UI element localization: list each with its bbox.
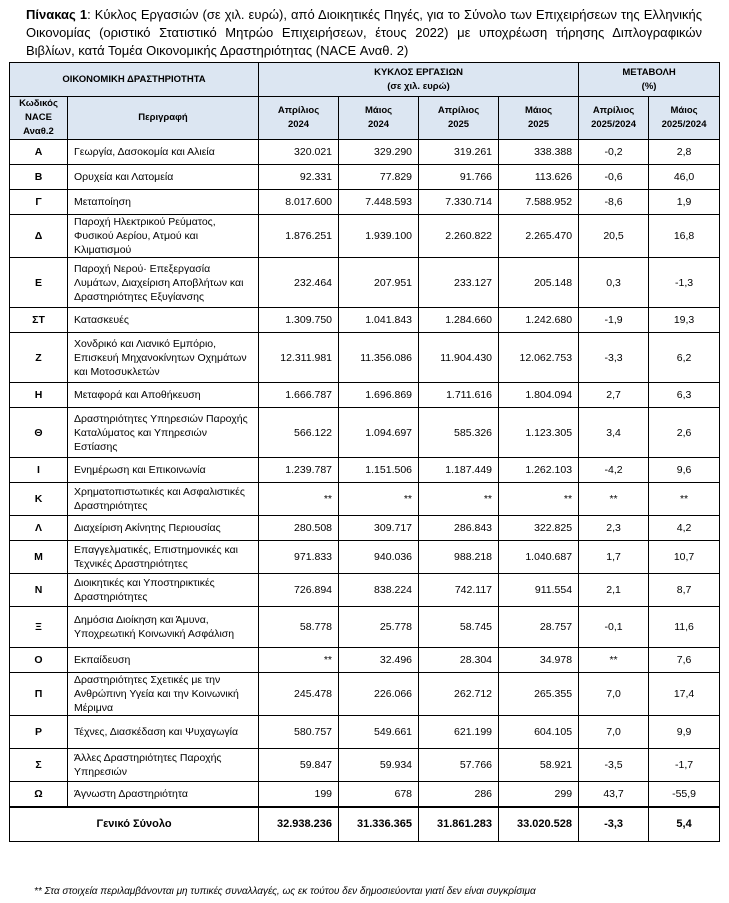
row-may-change: 6,3 — [649, 383, 720, 408]
row-description: Δραστηριότητες Υπηρεσιών Παροχής Καταλύματος και Υπηρεσιών Εστίασης — [68, 408, 259, 458]
row-description: Χρηματοπιστωτικές και Ασφαλιστικές Δραστηριότητες — [68, 483, 259, 516]
row-apr-change: -0,6 — [579, 165, 649, 190]
row-apr-change: 7,0 — [579, 716, 649, 749]
apr-2025-header: Απρίλιος 2025 — [419, 97, 499, 140]
row-apr-2025: 621.199 — [419, 716, 499, 749]
table-row — [10, 782, 720, 807]
table-row — [10, 516, 720, 541]
total-may-2025: 33.020.528 — [499, 807, 579, 842]
row-description: Διαχείριση Ακίνητης Περιουσίας — [68, 516, 259, 541]
description-header: Περιγραφή — [68, 97, 259, 140]
row-may-change: 11,6 — [649, 607, 720, 648]
row-may-2025: 322.825 — [499, 516, 579, 541]
row-may-2024: 309.717 — [339, 516, 419, 541]
row-may-2024: 549.661 — [339, 716, 419, 749]
total-apr-change: -3,3 — [579, 807, 649, 842]
row-code: Κ — [10, 483, 68, 516]
row-may-2025: 604.105 — [499, 716, 579, 749]
row-apr-change: -0,1 — [579, 607, 649, 648]
row-code: Γ — [10, 190, 68, 215]
row-may-2025: 205.148 — [499, 258, 579, 308]
row-description: Εκπαίδευση — [68, 648, 259, 673]
row-apr-2025: 11.904.430 — [419, 333, 499, 383]
row-apr-2024: 726.894 — [259, 574, 339, 607]
row-description: Άγνωστη Δραστηριότητα — [68, 782, 259, 807]
row-may-2024: 838.224 — [339, 574, 419, 607]
row-description: Δημόσια Διοίκηση και Άμυνα, Υποχρεωτική Κοινωνική Ασφάλιση — [68, 607, 259, 648]
row-may-change: 19,3 — [649, 308, 720, 333]
row-may-2025: 1.804.094 — [499, 383, 579, 408]
row-apr-change: 43,7 — [579, 782, 649, 807]
row-apr-2025: 286 — [419, 782, 499, 807]
row-description: Διοικητικές και Υποστηρικτικές Δραστηριότητες — [68, 574, 259, 607]
row-may-2025: 1.123.305 — [499, 408, 579, 458]
change-header: ΜΕΤΑΒΟΛΗ (%) — [579, 63, 720, 97]
table-row — [10, 140, 720, 165]
row-may-2025: 28.757 — [499, 607, 579, 648]
row-may-change: 4,2 — [649, 516, 720, 541]
row-description: Επαγγελματικές, Επιστημονικές και Τεχνικές Δραστηριότητες — [68, 541, 259, 574]
code-header: Κωδικός NACE Αναθ.2 — [10, 97, 68, 140]
row-may-change: 16,8 — [649, 215, 720, 258]
row-apr-change: 1,7 — [579, 541, 649, 574]
total-may-2024: 31.336.365 — [339, 807, 419, 842]
table-row — [10, 308, 720, 333]
row-apr-2024: 59.847 — [259, 749, 339, 782]
row-apr-2025: 7.330.714 — [419, 190, 499, 215]
row-may-change: 6,2 — [649, 333, 720, 383]
row-may-2024: 678 — [339, 782, 419, 807]
table-row — [10, 673, 720, 716]
row-may-2024: 207.951 — [339, 258, 419, 308]
row-description: Παροχή Ηλεκτρικού Ρεύματος, Φυσικού Αερίου, Ατμού και Κλιματισμού — [68, 215, 259, 258]
row-code: Ο — [10, 648, 68, 673]
row-description: Παροχή Νερού· Επεξεργασία Λυμάτων, Διαχείριση Αποβλήτων και Δραστηριότητες Εξυγίανσης — [68, 258, 259, 308]
row-apr-change: ** — [579, 483, 649, 516]
row-apr-change: -1,9 — [579, 308, 649, 333]
row-code: Η — [10, 383, 68, 408]
row-may-change: 17,4 — [649, 673, 720, 716]
row-may-2025: 2.265.470 — [499, 215, 579, 258]
row-code: Μ — [10, 541, 68, 574]
total-may-change: 5,4 — [649, 807, 720, 842]
row-may-change: ** — [649, 483, 720, 516]
row-apr-change: 0,3 — [579, 258, 649, 308]
row-may-2025: ** — [499, 483, 579, 516]
row-code: Ι — [10, 458, 68, 483]
row-apr-2025: 28.304 — [419, 648, 499, 673]
table-row — [10, 716, 720, 749]
turnover-table — [9, 62, 720, 842]
row-may-2025: 338.388 — [499, 140, 579, 165]
row-apr-2025: 319.261 — [419, 140, 499, 165]
row-code: ΣΤ — [10, 308, 68, 333]
row-may-change: -1,7 — [649, 749, 720, 782]
table-row — [10, 483, 720, 516]
row-apr-2025: 2.260.822 — [419, 215, 499, 258]
row-apr-2024: 971.833 — [259, 541, 339, 574]
row-apr-2025: 58.745 — [419, 607, 499, 648]
row-may-2025: 265.355 — [499, 673, 579, 716]
row-apr-change: 2,1 — [579, 574, 649, 607]
table-row — [10, 749, 720, 782]
row-description: Δραστηριότητες Σχετικές με την Ανθρώπινη Υγεία και την Κοινωνική Μέριμνα — [68, 673, 259, 716]
may-2024-header: Μάιος 2024 — [339, 97, 419, 140]
row-may-2024: 59.934 — [339, 749, 419, 782]
table-row — [10, 165, 720, 190]
row-may-2024: 32.496 — [339, 648, 419, 673]
row-apr-change: -3,3 — [579, 333, 649, 383]
row-apr-change: ** — [579, 648, 649, 673]
row-apr-2024: 580.757 — [259, 716, 339, 749]
row-code: Ζ — [10, 333, 68, 383]
total-row — [10, 807, 720, 842]
footnote: ** Στα στοιχεία περιλαμβάνονται μη τυπικές συναλλαγές, ως εκ τούτου δεν δημοσιεύονται γιατί δεν είναι συγκρίσιμα — [34, 886, 536, 897]
may-change-header: Μάιος 2025/2024 — [649, 97, 720, 140]
total-label: Γενικό Σύνολο — [10, 807, 259, 842]
row-apr-change: 3,4 — [579, 408, 649, 458]
row-may-2025: 1.040.687 — [499, 541, 579, 574]
row-apr-2024: 12.311.981 — [259, 333, 339, 383]
row-code: Ξ — [10, 607, 68, 648]
row-may-2024: 329.290 — [339, 140, 419, 165]
row-may-2024: 77.829 — [339, 165, 419, 190]
row-may-2024: 940.036 — [339, 541, 419, 574]
total-apr-2025: 31.861.283 — [419, 807, 499, 842]
row-code: Ω — [10, 782, 68, 807]
row-may-2024: 1.151.506 — [339, 458, 419, 483]
row-apr-2025: 1.187.449 — [419, 458, 499, 483]
row-may-change: 7,6 — [649, 648, 720, 673]
table-row — [10, 541, 720, 574]
table-row — [10, 574, 720, 607]
row-apr-2024: 566.122 — [259, 408, 339, 458]
row-apr-2025: 1.284.660 — [419, 308, 499, 333]
row-apr-2025: 286.843 — [419, 516, 499, 541]
row-apr-2024: 1.309.750 — [259, 308, 339, 333]
activity-header: ΟΙΚΟΝΟΜΙΚΗ ΔΡΑΣΤΗΡΙΟΤΗΤΑ — [10, 63, 259, 97]
row-code: Δ — [10, 215, 68, 258]
row-code: Σ — [10, 749, 68, 782]
table-row — [10, 383, 720, 408]
row-may-change: 2,6 — [649, 408, 720, 458]
row-may-2024: 11.356.086 — [339, 333, 419, 383]
row-may-2025: 58.921 — [499, 749, 579, 782]
row-description: Ενημέρωση και Επικοινωνία — [68, 458, 259, 483]
table-row — [10, 190, 720, 215]
row-description: Χονδρικό και Λιανικό Εμπόριο, Επισκευή Μηχανοκίνητων Οχημάτων και Μοτοσυκλετών — [68, 333, 259, 383]
table-row — [10, 258, 720, 308]
row-may-change: 10,7 — [649, 541, 720, 574]
row-apr-2024: 199 — [259, 782, 339, 807]
row-code: Ρ — [10, 716, 68, 749]
caption-label: Πίνακας 1 — [26, 7, 88, 22]
row-apr-change: -3,5 — [579, 749, 649, 782]
row-apr-2024: 58.778 — [259, 607, 339, 648]
row-apr-change: 20,5 — [579, 215, 649, 258]
row-apr-2025: 988.218 — [419, 541, 499, 574]
caption-text: : Κύκλος Εργασιών (σε χιλ. ευρώ), από Διοικητικές Πηγές, για το Σύνολο των Επιχειρήσεων της Ελληνικής Οικονομίας (οριστικό Στατιστικό Μητρώο Επιχειρήσεων, έτους 2022) με υποχρέωση τήρησης Διπλογραφικών Βιβλίων, κατά Τομέα Οικονομικής Δραστηριότητας (NACE Αναθ. 2) — [26, 7, 702, 58]
row-may-2024: ** — [339, 483, 419, 516]
may-2025-header: Μάιος 2025 — [499, 97, 579, 140]
row-may-change: -1,3 — [649, 258, 720, 308]
row-apr-2024: ** — [259, 648, 339, 673]
row-may-2024: 7.448.593 — [339, 190, 419, 215]
row-may-2024: 1.041.843 — [339, 308, 419, 333]
row-code: Α — [10, 140, 68, 165]
row-may-change: 2,8 — [649, 140, 720, 165]
table-row — [10, 458, 720, 483]
row-may-2024: 226.066 — [339, 673, 419, 716]
row-apr-change: 7,0 — [579, 673, 649, 716]
table-row — [10, 215, 720, 258]
row-apr-2025: 233.127 — [419, 258, 499, 308]
row-may-2025: 12.062.753 — [499, 333, 579, 383]
row-may-2024: 1.094.697 — [339, 408, 419, 458]
row-may-change: 1,9 — [649, 190, 720, 215]
row-may-2025: 1.262.103 — [499, 458, 579, 483]
row-apr-2024: 280.508 — [259, 516, 339, 541]
apr-2024-header: Απρίλιος 2024 — [259, 97, 339, 140]
row-apr-change: -4,2 — [579, 458, 649, 483]
row-description: Γεωργία, Δασοκομία και Αλιεία — [68, 140, 259, 165]
row-may-2025: 299 — [499, 782, 579, 807]
row-apr-2025: ** — [419, 483, 499, 516]
row-description: Τέχνες, Διασκέδαση και Ψυχαγωγία — [68, 716, 259, 749]
row-code: Ε — [10, 258, 68, 308]
row-description: Άλλες Δραστηριότητες Παροχής Υπηρεσιών — [68, 749, 259, 782]
row-code: Λ — [10, 516, 68, 541]
row-apr-2024: 1.239.787 — [259, 458, 339, 483]
row-may-2024: 1.696.869 — [339, 383, 419, 408]
apr-change-header: Απρίλιος 2025/2024 — [579, 97, 649, 140]
row-apr-2024: 8.017.600 — [259, 190, 339, 215]
row-apr-2025: 585.326 — [419, 408, 499, 458]
row-apr-2024: 1.666.787 — [259, 383, 339, 408]
row-code: Ν — [10, 574, 68, 607]
table-body — [10, 140, 720, 807]
row-may-change: 46,0 — [649, 165, 720, 190]
row-description: Μεταφορά και Αποθήκευση — [68, 383, 259, 408]
row-may-change: -55,9 — [649, 782, 720, 807]
table-row — [10, 607, 720, 648]
row-apr-2024: 320.021 — [259, 140, 339, 165]
row-code: Π — [10, 673, 68, 716]
table-row — [10, 648, 720, 673]
row-may-change: 9,9 — [649, 716, 720, 749]
row-may-2025: 1.242.680 — [499, 308, 579, 333]
row-may-2025: 34.978 — [499, 648, 579, 673]
row-may-2025: 7.588.952 — [499, 190, 579, 215]
table-caption — [26, 6, 702, 60]
row-apr-change: 2,7 — [579, 383, 649, 408]
row-may-2025: 113.626 — [499, 165, 579, 190]
row-apr-2024: ** — [259, 483, 339, 516]
row-code: Θ — [10, 408, 68, 458]
row-may-2025: 911.554 — [499, 574, 579, 607]
row-description: Κατασκευές — [68, 308, 259, 333]
table-row — [10, 408, 720, 458]
row-may-2024: 25.778 — [339, 607, 419, 648]
turnover-header: ΚΥΚΛΟΣ ΕΡΓΑΣΙΩΝ (σε χιλ. ευρώ) — [259, 63, 579, 97]
row-apr-change: -0,2 — [579, 140, 649, 165]
row-apr-change: 2,3 — [579, 516, 649, 541]
total-apr-2024: 32.938.236 — [259, 807, 339, 842]
row-may-change: 9,6 — [649, 458, 720, 483]
row-apr-2024: 245.478 — [259, 673, 339, 716]
table-row — [10, 333, 720, 383]
row-may-2024: 1.939.100 — [339, 215, 419, 258]
row-description: Μεταποίηση — [68, 190, 259, 215]
row-apr-change: -8,6 — [579, 190, 649, 215]
row-apr-2025: 91.766 — [419, 165, 499, 190]
row-apr-2025: 262.712 — [419, 673, 499, 716]
row-code: Β — [10, 165, 68, 190]
row-apr-2024: 232.464 — [259, 258, 339, 308]
row-apr-2024: 1.876.251 — [259, 215, 339, 258]
row-description: Ορυχεία και Λατομεία — [68, 165, 259, 190]
row-may-change: 8,7 — [649, 574, 720, 607]
row-apr-2024: 92.331 — [259, 165, 339, 190]
row-apr-2025: 742.117 — [419, 574, 499, 607]
row-apr-2025: 1.711.616 — [419, 383, 499, 408]
row-apr-2025: 57.766 — [419, 749, 499, 782]
